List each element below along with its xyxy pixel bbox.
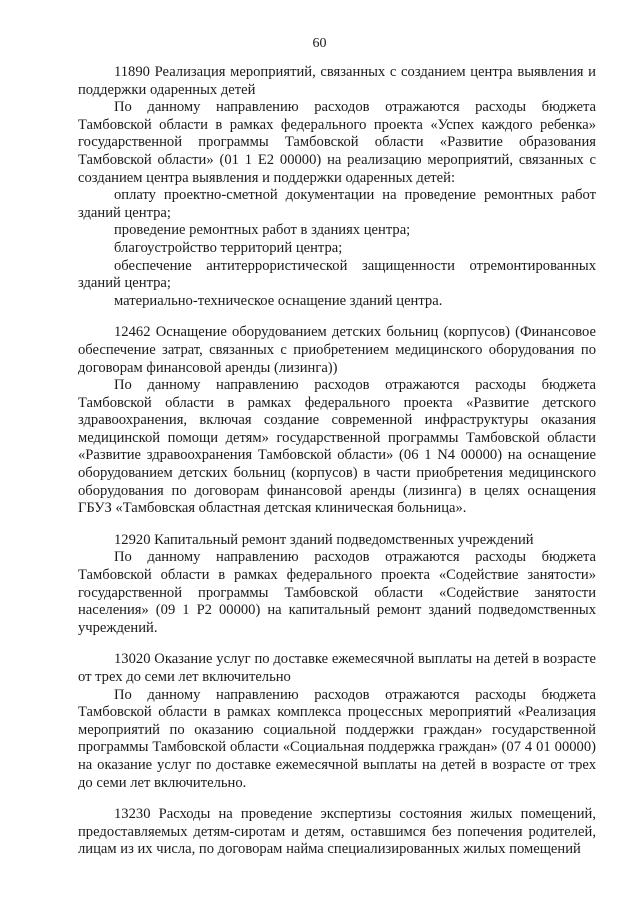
section-heading: 12920 Капитальный ремонт зданий подведомственных учреждений	[114, 531, 534, 548]
section-13230	[78, 806, 596, 859]
section-heading: 12462 Оснащение оборудованием детских больниц (корпусов) (Финансовое обеспечение затрат, связанных с приобретением медицинского оборудования по договорам финансовой аренды (лизинга))	[78, 324, 596, 376]
list-item: проведение ремонтных работ в зданиях центра;	[114, 222, 411, 239]
section-heading: 11890 Реализация мероприятий, связанных с созданием центра выявления и поддержки одаренных детей	[78, 64, 596, 98]
section-11890	[78, 64, 596, 310]
section-12462	[78, 324, 596, 518]
section-paragraph: По данному направлению расходов отражаются расходы бюджета Тамбовской области в рамках федерального проекта «Развитие детского здравоохранения, включая создание современной инфраструктуры оказания медицинской помощи детям» государственной программы Тамбовской области «Развитие здравоохранения Тамбовской области» (06 1 N4 00000) на оснащение оборудованием детских больниц (корпусов) в части приобретения медицинского оборудования по договорам финансовой аренды (лизинга) в целях оснащения ГБУЗ «Тамбовская областная детская клиническая больница».	[78, 377, 596, 517]
page-number: 60	[312, 36, 327, 51]
list-item: оплату проектно-сметной документации на проведение ремонтных работ зданий центра;	[78, 187, 596, 221]
list-item: материально-техническое оснащение зданий центра.	[114, 292, 443, 309]
section-13020	[78, 651, 596, 792]
section-paragraph: По данному направлению расходов отражаются расходы бюджета Тамбовской области в рамках федерального проекта «Содействие занятости» государственной программы Тамбовской области «Содействие занятости населения» (09 1 Р2 00000) на капитальный ремонт зданий подведомственных учреждений.	[78, 549, 596, 636]
list-item: благоустройство территорий центра;	[114, 239, 343, 256]
section-12920	[78, 532, 596, 638]
section-paragraph: По данному направлению расходов отражаются расходы бюджета Тамбовской области в рамках федерального проекта «Успех каждого ребенка» государственной программы Тамбовской области «Развитие образования Тамбовской области» (01 1 Е2 00000) на реализацию мероприятий, связанных с созданием центра выявления и поддержки одаренных детей:	[78, 99, 596, 186]
list-item: обеспечение антитеррористической защищенности отремонтированных зданий центра;	[78, 257, 596, 292]
document-body	[78, 64, 596, 873]
section-heading: 13230 Расходы на проведение экспертизы состояния жилых помещений, предоставляемых детям-сиротам и детям, оставшимся без попечения родителей, лицам из их числа, по договорам найма специализированных жилых помещений	[78, 806, 596, 858]
section-heading: 13020 Оказание услуг по доставке ежемесячной выплаты на детей в возрасте от трех до семи лет включительно	[78, 651, 596, 685]
section-paragraph: По данному направлению расходов отражаются расходы бюджета Тамбовской области в рамках комплекса процессных мероприятий «Реализация мероприятий по оказанию социальной поддержки граждан» государственной программы Тамбовской области «Социальная поддержка граждан» (07 4 01 00000) на оказание услуг по доставке ежемесячной выплаты на детей в возрасте от трех до семи лет включительно.	[78, 686, 596, 791]
